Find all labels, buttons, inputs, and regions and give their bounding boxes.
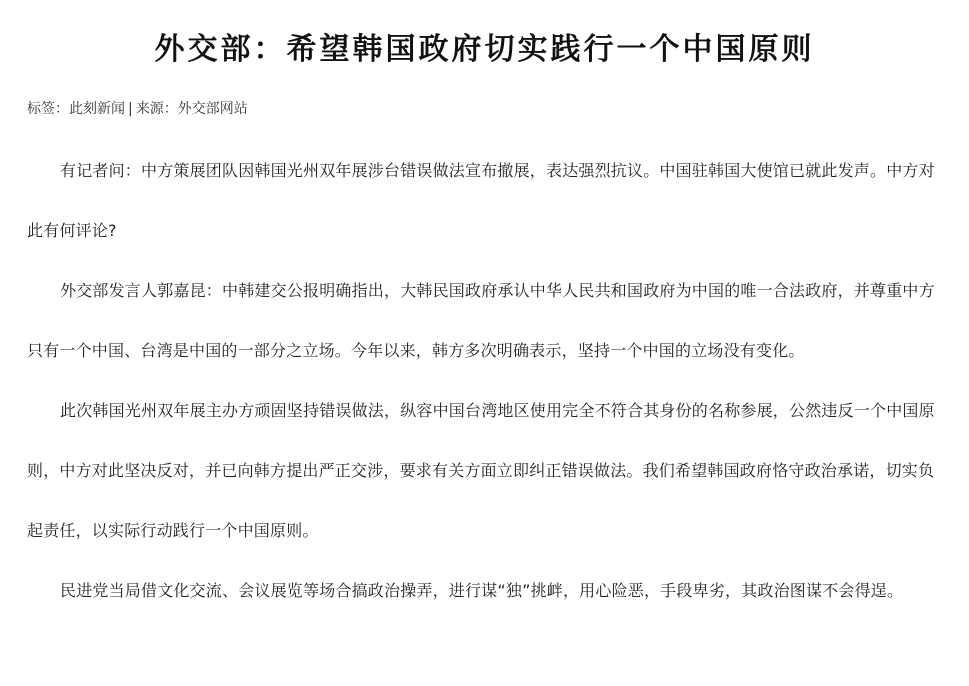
paragraph-answer: 外交部发言人郭嘉昆：中韩建交公报明确指出，大韩民国政府承认中华人民共和国政府为中国的唯一合法政府，并尊重中方只有一个中国、台湾是中国的一部分之立场。今年以来，韩方多次明确表示，坚持一个中国的立场没有变化。 <box>27 281 935 360</box>
article-meta <box>27 98 248 120</box>
meta-separator: | <box>128 101 133 117</box>
source-link[interactable]: 外交部网站 <box>177 101 248 117</box>
source-label: 来源： <box>135 101 178 117</box>
paragraph-statement: 此次韩国光州双年展主办方顽固坚持错误做法，纵容中国台湾地区使用完全不符合其身份的名称参展，公然违反一个中国原则，中方对此坚决反对，并已向韩方提出严正交涉，要求有关方面立即纠正错误做法。我们希望韩国政府恪守政治承诺，切实负起责任，以实际行动践行一个中国原则。 <box>27 401 935 540</box>
article-title: 外交部：希望韩国政府切实践行一个中国原则 <box>154 32 815 68</box>
tag-link[interactable]: 此刻新闻 <box>69 101 125 117</box>
tag-label: 标签： <box>27 101 69 117</box>
paragraph-conclusion: 民进党当局借文化交流、会议展览等场合搞政治操弄，进行谋“独”挑衅，用心险恶，手段卑劣，其政治图谋不会得逞。 <box>60 581 904 600</box>
paragraph-question: 有记者问：中方策展团队因韩国光州双年展涉台错误做法宣布撤展，表达强烈抗议。中国驻韩国大使馆已就此发声。中方对此有何评论? <box>27 161 935 240</box>
